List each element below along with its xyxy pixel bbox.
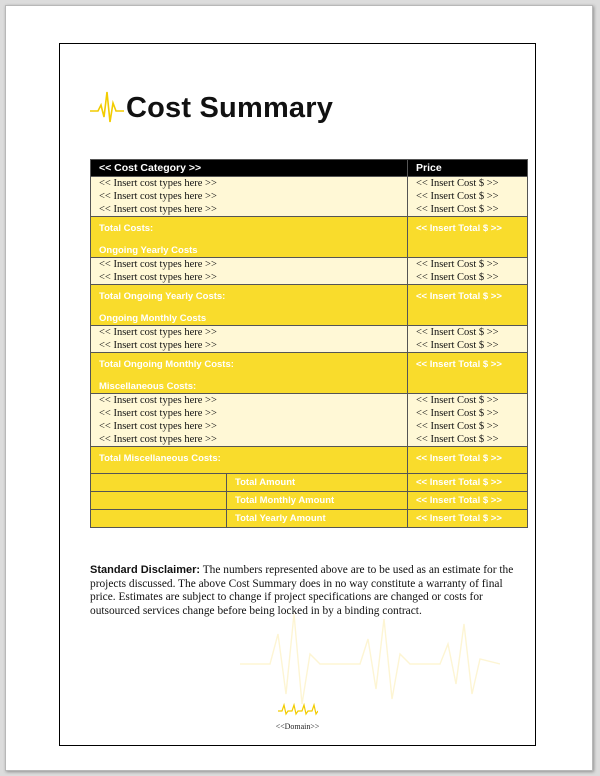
section-total-label: Total Miscellaneous Costs: xyxy=(99,453,221,464)
section-total-label-cell xyxy=(91,353,408,394)
cost-values-cell xyxy=(408,177,528,217)
grand-total-row xyxy=(91,510,528,528)
cost-types-cell xyxy=(91,326,408,353)
cost-type-item: << Insert cost types here >> xyxy=(99,395,217,406)
price-header: Price xyxy=(408,160,528,177)
empty-cell xyxy=(91,474,227,492)
disclaimer-label: Standard Disclaimer: xyxy=(90,564,201,576)
grand-total-row xyxy=(91,474,528,492)
section-total-row xyxy=(91,353,528,394)
section-total-label-cell xyxy=(91,447,408,474)
section-total-value: << Insert Total $ >> xyxy=(416,359,502,370)
section-total-label-cell xyxy=(91,285,408,326)
cost-value-item: << Insert Cost $ >> xyxy=(416,408,499,419)
empty-cell xyxy=(91,510,227,528)
section-total-row xyxy=(91,217,528,258)
cost-values-cell xyxy=(408,258,528,285)
cost-type-item: << Insert cost types here >> xyxy=(99,327,217,338)
cost-value-item: << Insert Cost $ >> xyxy=(416,191,499,202)
total-value: << Insert Total $ >> xyxy=(408,474,528,492)
cost-types-cell xyxy=(91,258,408,285)
page-footer xyxy=(60,702,535,731)
cost-type-item: << Insert cost types here >> xyxy=(99,434,217,445)
cost-value-item: << Insert Cost $ >> xyxy=(416,395,499,406)
cost-category-header: << Cost Category >> xyxy=(91,160,408,177)
cost-value-item: << Insert Cost $ >> xyxy=(416,434,499,445)
heartbeat-footer-icon xyxy=(278,702,318,716)
cost-type-item: << Insert cost types here >> xyxy=(99,259,217,270)
total-value: << Insert Total $ >> xyxy=(408,492,528,510)
cost-type-item: << Insert cost types here >> xyxy=(99,272,217,283)
section-total-label: Total Ongoing Yearly Costs: xyxy=(99,291,226,302)
heartbeat-watermark-icon xyxy=(240,604,500,714)
section-total-label: Total Costs: xyxy=(99,223,154,234)
cost-type-item: << Insert cost types here >> xyxy=(99,178,217,189)
heartbeat-logo-icon xyxy=(90,88,124,128)
section-heading: Miscellaneous Costs: xyxy=(99,381,197,392)
cost-value-item: << Insert Cost $ >> xyxy=(416,421,499,432)
section-total-value-cell xyxy=(408,217,528,258)
total-label: Total Amount xyxy=(227,474,408,492)
grand-total-row xyxy=(91,492,528,510)
section-total-value: << Insert Total $ >> xyxy=(416,291,502,302)
document-page xyxy=(5,5,593,771)
total-value: << Insert Total $ >> xyxy=(408,510,528,528)
cost-value-item: << Insert Cost $ >> xyxy=(416,204,499,215)
cost-types-cell xyxy=(91,177,408,217)
section-total-label-cell xyxy=(91,217,408,258)
disclaimer-text: The numbers represented above are to be used as an estimate for the projects discussed. The above Cost Summary does in no way constitute a warranty of final price. Estimates are subject to change if project specifications are changed or costs for outsourced services change before being locked in by a binding contract. xyxy=(90,564,514,617)
section-total-value-cell xyxy=(408,447,528,474)
total-label: Total Yearly Amount xyxy=(227,510,408,528)
section-heading: Ongoing Yearly Costs xyxy=(99,245,198,256)
section-total-value: << Insert Total $ >> xyxy=(416,453,502,464)
cost-value-item: << Insert Cost $ >> xyxy=(416,340,499,351)
section-total-value-cell xyxy=(408,353,528,394)
cost-type-item: << Insert cost types here >> xyxy=(99,421,217,432)
cost-values-cell xyxy=(408,326,528,353)
section-heading: Ongoing Monthly Costs xyxy=(99,313,207,324)
total-label: Total Monthly Amount xyxy=(227,492,408,510)
table-row xyxy=(91,177,528,217)
cost-value-item: << Insert Cost $ >> xyxy=(416,178,499,189)
section-total-value: << Insert Total $ >> xyxy=(416,223,502,234)
page-title: Cost Summary xyxy=(126,91,334,124)
cost-types-cell xyxy=(91,394,408,447)
cost-type-item: << Insert cost types here >> xyxy=(99,408,217,419)
cost-value-item: << Insert Cost $ >> xyxy=(416,327,499,338)
cost-type-item: << Insert cost types here >> xyxy=(99,191,217,202)
cost-type-item: << Insert cost types here >> xyxy=(99,204,217,215)
section-total-value-cell xyxy=(408,285,528,326)
footer-domain: <<Domain>> xyxy=(275,722,320,731)
section-total-row xyxy=(91,447,528,474)
cost-value-item: << Insert Cost $ >> xyxy=(416,259,499,270)
disclaimer-paragraph xyxy=(90,564,527,618)
page-border-frame xyxy=(59,43,536,746)
section-total-row xyxy=(91,285,528,326)
page-header xyxy=(90,88,333,128)
table-row xyxy=(91,258,528,285)
cost-type-item: << Insert cost types here >> xyxy=(99,340,217,351)
table-row xyxy=(91,394,528,447)
cost-summary-table xyxy=(90,159,528,528)
table-header-row xyxy=(91,160,528,177)
cost-value-item: << Insert Cost $ >> xyxy=(416,272,499,283)
table-row xyxy=(91,326,528,353)
section-total-label: Total Ongoing Monthly Costs: xyxy=(99,359,234,370)
empty-cell xyxy=(91,492,227,510)
cost-values-cell xyxy=(408,394,528,447)
